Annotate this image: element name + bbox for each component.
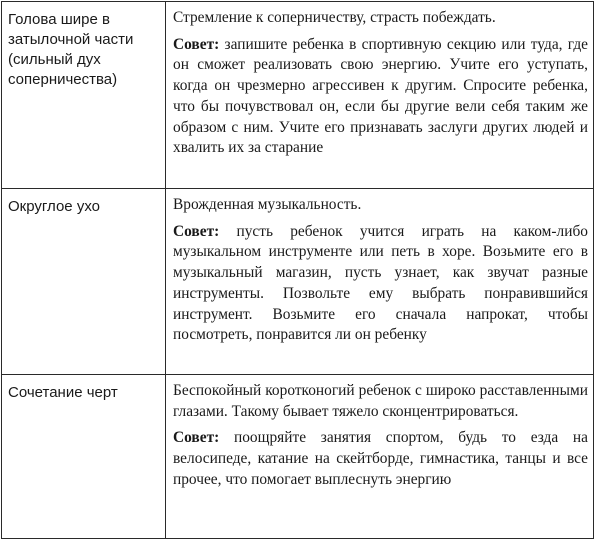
description-cell: [166, 375, 594, 539]
trait-cell: [2, 2, 166, 189]
advice-paragraph: [173, 35, 588, 163]
trait-label: Округлое ухо: [8, 198, 100, 215]
trait-label: Голова шире в затылочной части (сильный дух соперничества): [8, 11, 134, 88]
advice-text: пусть ребенок учится играть на каком-либо музыкальном инструменте или петь в хоре. Возьмите его в музыкальный магазин, пусть узнает, как звучат разные инструменты. Позвольте ему выбрать понравившийся инструмент. Возьмите его сначала напрокат, чтобы посмотреть, понравится ли он ребенку: [173, 222, 588, 344]
table-row: [2, 189, 594, 375]
advice-text: запишите ребенка в спортивную секцию или туда, где он сможет реализовать свою энергию. Учите его уступать, когда он чрезмерно агрессивен к другим. Спросите ребенка, что бы почувствовал он, если бы другие вели себя таким же образом с ним. Учите его признавать заслуги других людей и хвалить их за старание: [173, 35, 588, 157]
description-text: Беспокойный коротконогий ребенок с широко расставленными глазами. Такому бывает тяжело сконцентрироваться.: [173, 382, 588, 420]
description-text: Врожденная музыкальность.: [173, 196, 362, 213]
description-cell: [166, 2, 594, 189]
advice-label: Совет:: [173, 222, 220, 240]
description-cell: [166, 189, 594, 375]
description-text: Стремление к соперничеству, страсть побеждать.: [173, 9, 496, 26]
trait-label: Сочетание черт: [8, 384, 118, 401]
trait-advice-table: [1, 1, 594, 539]
trait-cell: [2, 375, 166, 539]
advice-paragraph: [173, 428, 588, 494]
trait-cell: [2, 189, 166, 375]
advice-text: поощряйте занятия спортом, будь то езда на велосипеде, катание на скейтборде, гимнастика, танцы и все прочее, что помогает выплеснуть энергию: [173, 429, 588, 488]
table-row: [2, 375, 594, 539]
table-row: [2, 2, 594, 189]
advice-label: Совет:: [173, 429, 220, 447]
advice-paragraph: [173, 222, 588, 350]
advice-label: Совет:: [173, 35, 220, 53]
